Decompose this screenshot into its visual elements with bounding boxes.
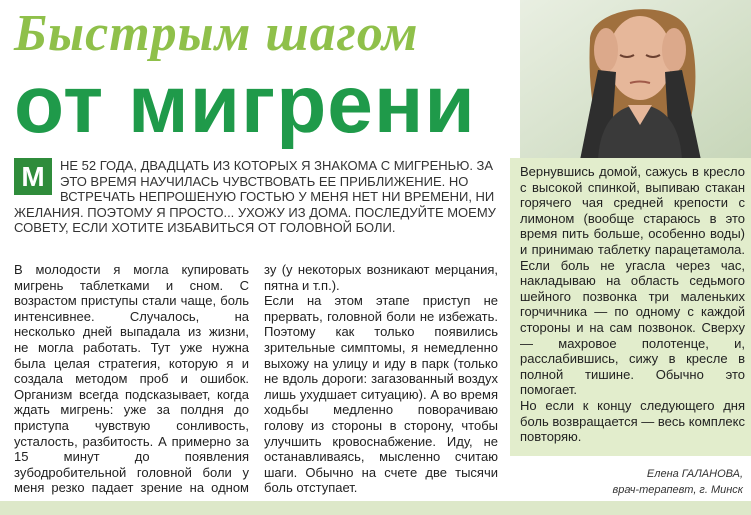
article-column-2 xyxy=(264,262,498,496)
lead-text: НЕ 52 ГОДА, ДВАДЦАТЬ ИЗ КОТОРЫХ Я ЗНАКОМА С МИГРЕНЬЮ. ЗА ЭТО ВРЕМЯ НАУЧИЛАСЬ ЧУВСТВОВАТЬ ЕЕ ПРИБЛИЖЕНИЕ. НО ВСТРЕЧАТЬ НЕПРОШЕНУЮ ГОСТЬЮ У МЕНЯ НЕТ НИ ВРЕМЕНИ, НИ ЖЕЛАНИЯ. ПОЭТОМУ Я ПРОСТО... УХОЖУ ИЗ ДОМА. ПОСЛЕДУЙТЕ МОЕМУ СОВЕТУ, ЕСЛИ ХОТИТЕ ИЗБАВИТЬСЯ ОТ ГОЛОВНОЙ БОЛИ. xyxy=(14,158,496,236)
sidebar-paragraph-1: Вернувшись домой, сажусь в кресло с высокой спинкой, выпиваю стакан горячего чая средней крепости с лимоном (вообще стараюсь в это время пить больше, особенно воды) и принимаю таблетку парацетамола. Если боль не угасла через час, накладываю на область седьмого шейного позвонка три маленьких горчичника — по одному с каждой стороны и на сам позвонок. Сверху — махровое полотенце, и, расслабившись, сижу в кресле в полной тишине. Обычно это помогает. xyxy=(520,164,745,398)
column2-paragraph-2: Если на этом этапе приступ не прервать, головной боли не избежать. Поэтому как только появились зрительные симптомы, я немедленно выхожу на улицу и иду в парк (только не вдоль дороги: загазованный воздух лишь ухудшает ситуацию). А во время ходьбы медленно поворачиваю голову из стороны в сторону, чтобы улучшить кровоснабжение. Иду, не останавливаясь, мысленно считаю шаги. Обычно на счете две тысячи боль отступает. xyxy=(264,293,498,496)
headline-line-1: Быстрым шагом xyxy=(14,5,419,62)
bottom-decorative-bar xyxy=(0,501,751,515)
author-role: врач-терапевт, г. Минск xyxy=(612,484,743,496)
sidebar-box xyxy=(510,158,751,456)
article-column-1 xyxy=(14,262,249,512)
sidebar-paragraph-2: Но если к концу следующего дня боль возвращается — весь комплекс повторяю. xyxy=(520,397,745,445)
column2-paragraph-1: зу (у некоторых возникают мерцания, пятна и т.п.). xyxy=(264,262,498,293)
lead-paragraph xyxy=(14,158,502,236)
author-name: Елена ГАЛАНОВА, xyxy=(646,468,743,480)
dropcap: М xyxy=(14,158,52,195)
author-signature xyxy=(523,466,743,498)
headline-line-2: от мигрени xyxy=(14,59,476,150)
woman-with-headache-photo xyxy=(520,0,751,160)
column1-paragraph: В молодости я могла купировать мигрень таблетками и сном. С возрастом приступы стали чаще, боль интенсивнее. Случалось, на несколько дней выпадала из жизни, не могла работать. Тут уже нужна была целая стратегия, которую я и создала методом проб и ошибок. Организм всегда подсказывает, когда ждать мигрень: уже за полдня до приступа чувствую сонливость, усталость, разбитость. А примерно за 15 минут до появления зубодробительной головной боли у меня резко падает зрение на одном xyxy=(14,262,249,496)
